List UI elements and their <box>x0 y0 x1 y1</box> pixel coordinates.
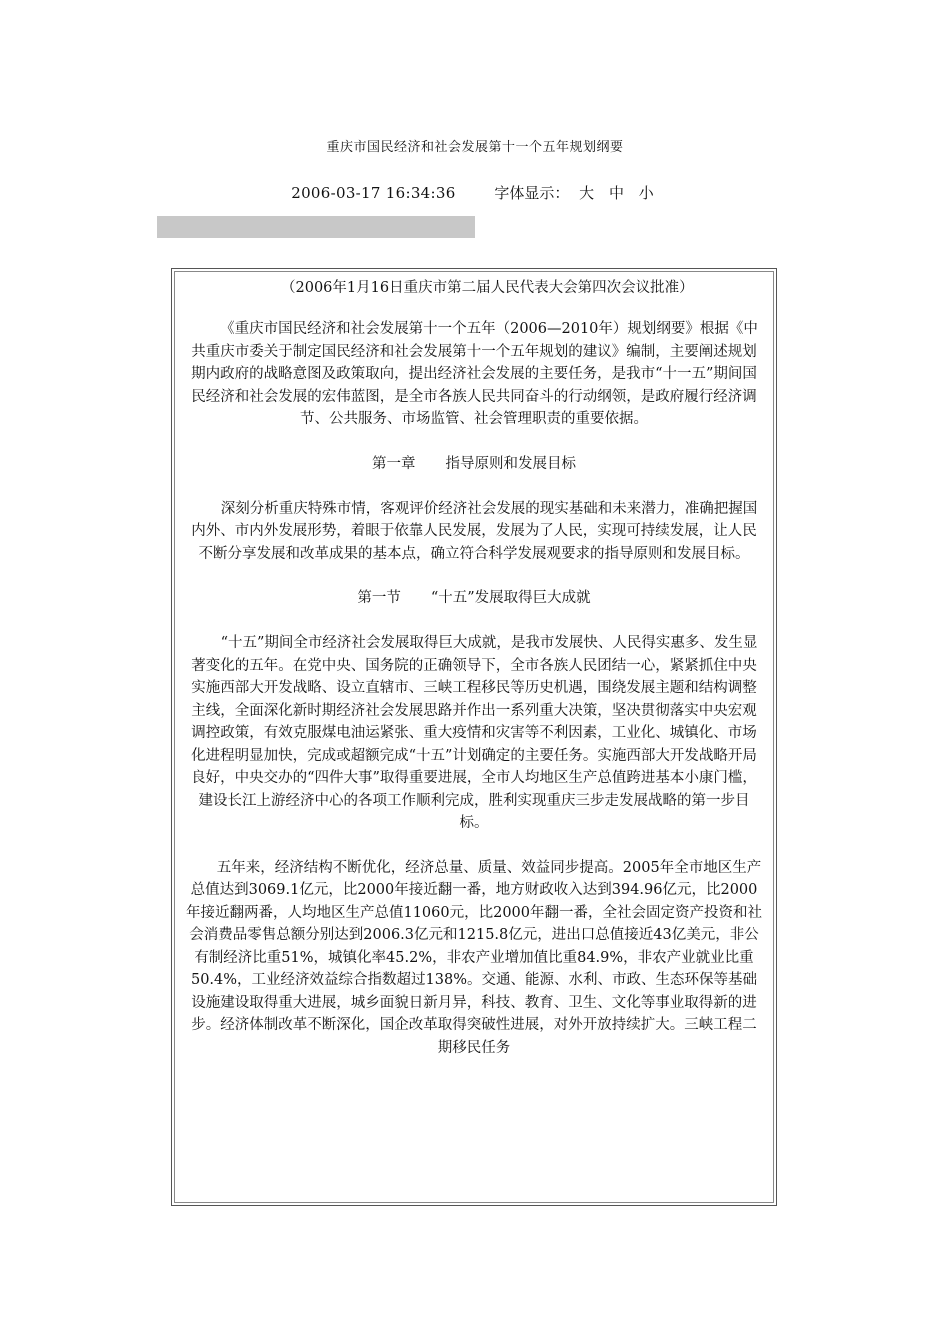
section-paragraph-1: “十五”期间全市经济社会发展取得巨大成就，是我市发展快、人民得实惠多、发生显著变化的五年。在党中央、国务院的正确领导下，全市各族人民团结一心，紧紧抓住中央实施西部大开发战略、设立直辖市、三峡工程移民等历史机遇，围绕发展主题和结构调整主线，全面深化新时期经济社会发展思路并作出一系列重大决策，坚决贯彻落实中央宏观调控政策，有效克服煤电油运紧张、重大疫情和灾害等不利因素，工业化、城镇化、市场化进程明显加快，完成或超额完成“十五”计划确定的主要任务。实施西部大开发战略开局良好，中央交办的“四件大事”取得重要进展，全市人均地区生产总值跨进基本小康门槛，建设长江上游经济中心的各项工作顺利完成，胜利实现重庆三步走发展战略的第一步目标。 <box>191 635 758 831</box>
chapter-title: 指导原则和发展目标 <box>445 455 576 472</box>
content-frame <box>171 268 777 1206</box>
font-size-large-link[interactable]: 大 <box>579 184 595 202</box>
chapter-paragraph: 深刻分析重庆特殊市情，客观评价经济社会发展的现实基础和未来潜力，准确把握国内外、市内外发展形势，着眼于依靠人民发展，发展为了人民，实现可持续发展，让人民不断分享发展和改革成果的基本点，确立符合科学发展观要求的指导原则和发展目标。 <box>191 500 758 562</box>
intro-paragraph: 《重庆市国民经济和社会发展第十一个五年（2006—2010年）规划纲要》根据《中共重庆市委关于制定国民经济和社会发展第十一个五年规划的建议》编制，主要阐述规划期内政府的战略意图及政策取向，提出经济社会发展的主要任务，是我市“十一五”期间国民经济和社会发展的宏伟蓝图，是全市各族人民共同奋斗的行动纲领，是政府履行经济调节、公共服务、市场监管、社会管理职责的重要依据。 <box>191 321 758 427</box>
page-title: 重庆市国民经济和社会发展第十一个五年规划纲要 <box>326 140 624 155</box>
publish-datetime: 2006-03-17 16:34:36 <box>291 184 456 202</box>
content-body <box>174 271 774 1203</box>
article-meta <box>0 182 950 203</box>
section-number: 第一节 <box>357 590 401 606</box>
gray-divider-bar <box>157 216 475 238</box>
chapter-number: 第一章 <box>372 455 416 472</box>
approval-note: （2006年1月16日重庆市第二届人民代表大会第四次会议批准） <box>281 280 694 296</box>
section-heading <box>185 587 763 609</box>
font-size-small-link[interactable]: 小 <box>638 184 654 202</box>
section-paragraph-2: 五年来，经济结构不断优化，经济总量、质量、效益同步提高。2005年全市地区生产总值达到3069.1亿元，比2000年接近翻一番，地方财政收入达到394.96亿元，比2000年接近翻两番，人均地区生产总值11060元，比2000年翻一番，全社会固定资产投资和社会消费品零售总额分别达到2006.3亿元和1215.8亿元，进出口总值接近43亿美元，非公有制经济比重51%，城镇化率45.2%，非农产业增加值比重84.9%，非农产业就业比重50.4%，工业经济效益综合指数超过138%。交通、能源、水利、市政、生态环保等基础设施建设取得重大进展，城乡面貌日新月异，科技、教育、卫生、文化等事业取得新的进步。经济体制改革不断深化，国企改革取得突破性进展，对外开放持续扩大。三峡工程二期移民任务 <box>185 859 763 1056</box>
font-size-label: 字体显示： <box>494 184 570 202</box>
chapter-heading <box>185 453 763 475</box>
font-size-medium-link[interactable]: 中 <box>608 184 624 202</box>
section-title: “十五”发展取得巨大成就 <box>430 590 591 606</box>
